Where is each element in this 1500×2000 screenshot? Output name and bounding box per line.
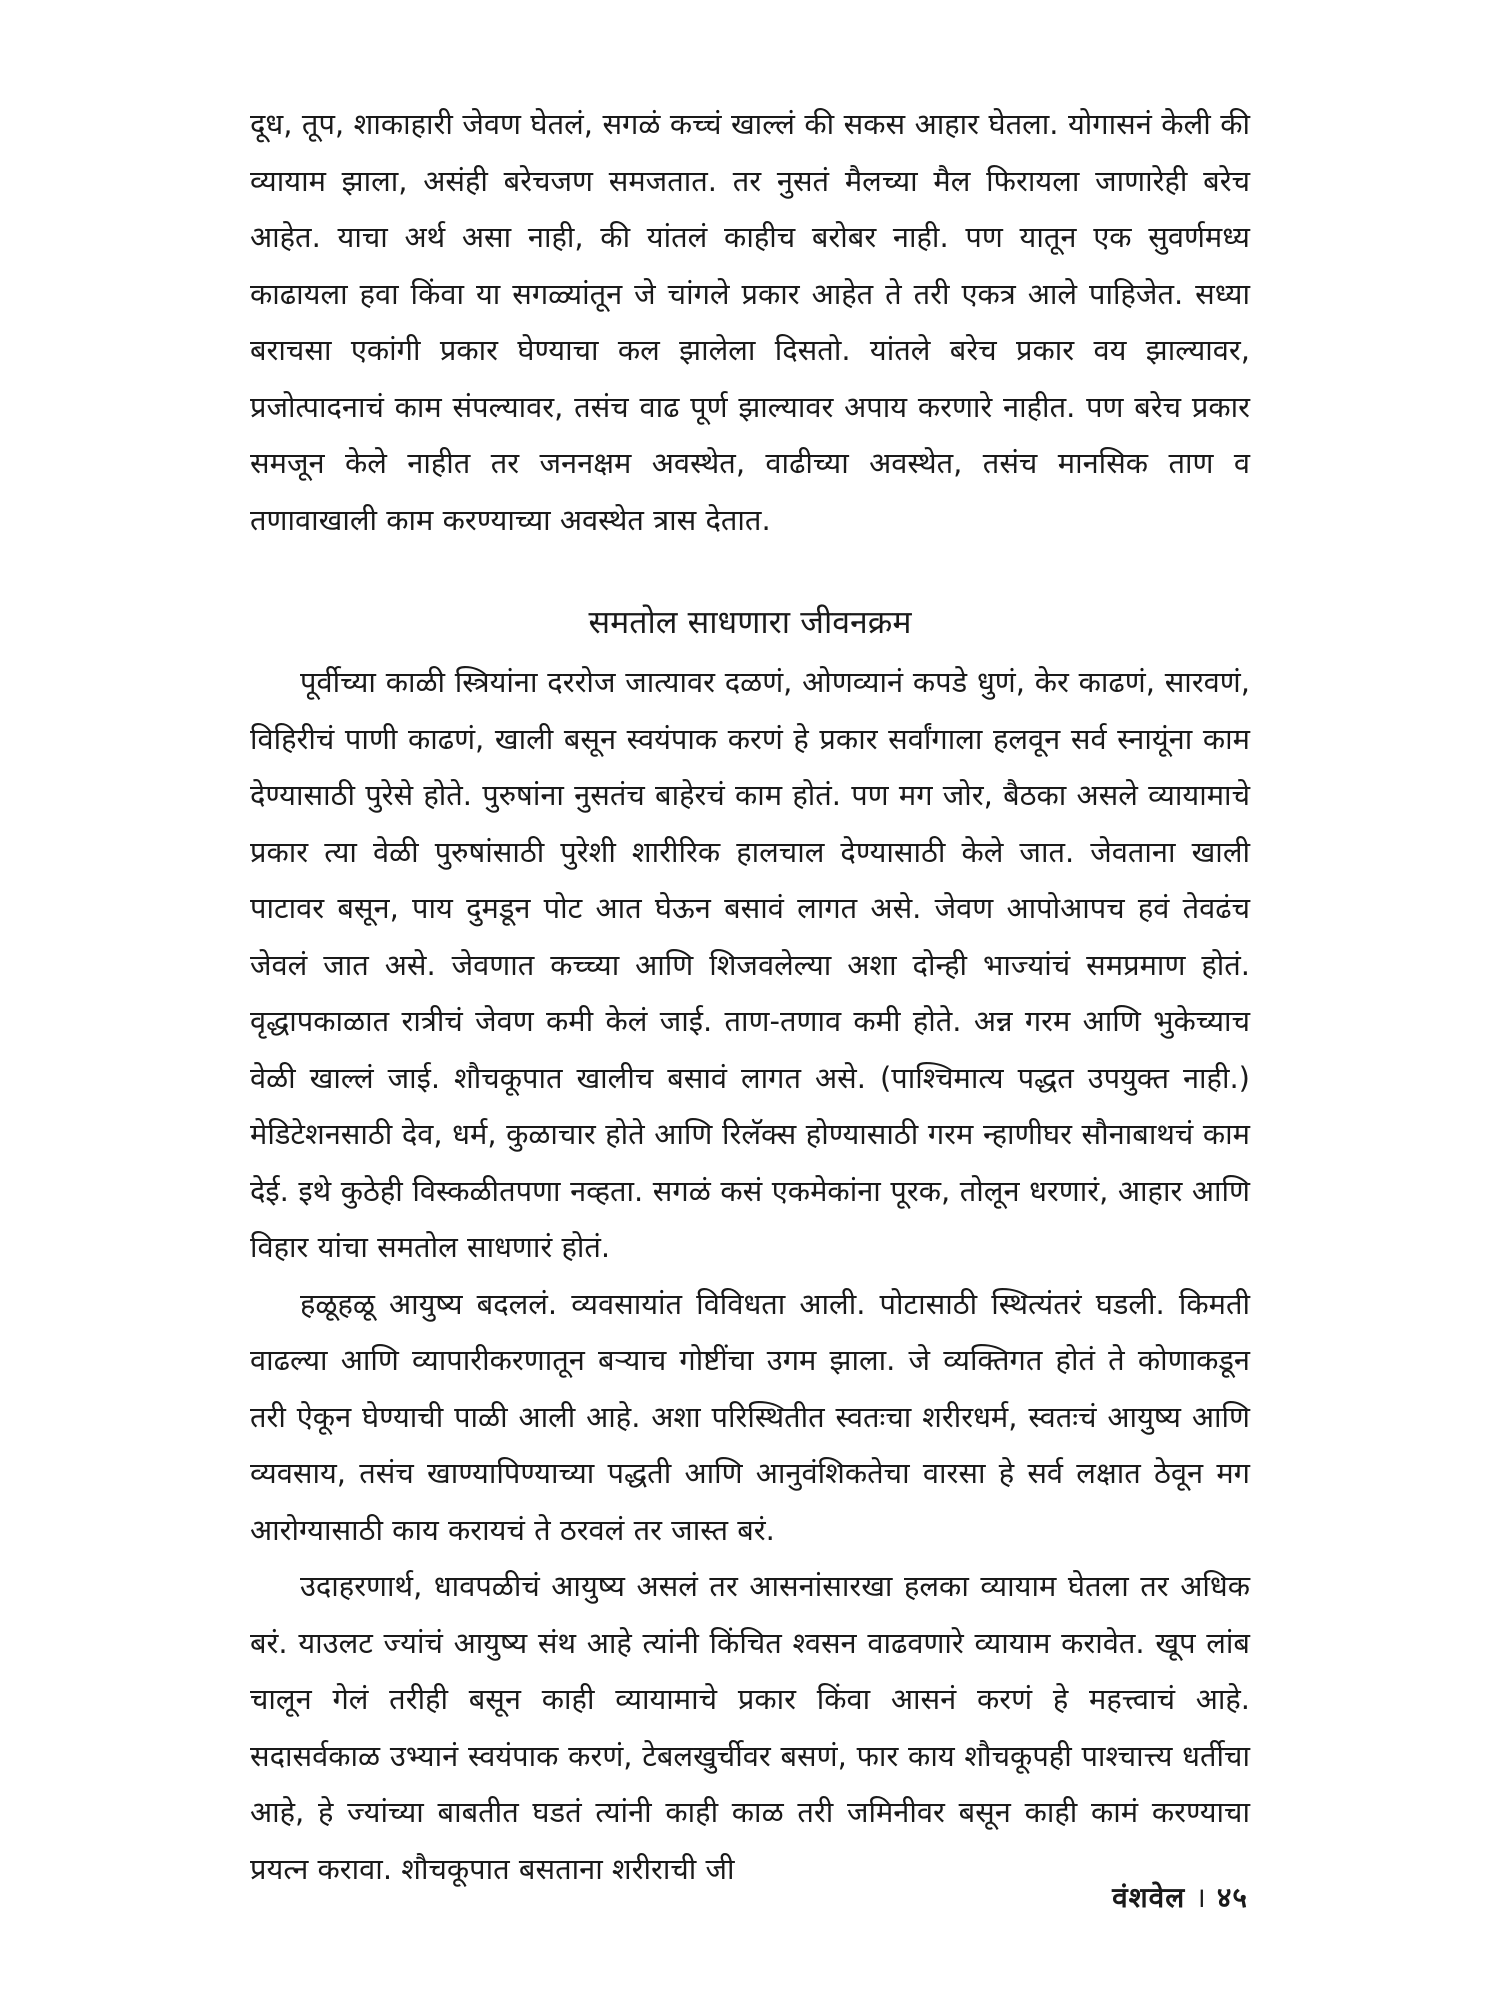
paragraph-section-1: पूर्वीच्या काळी स्त्रियांना दररोज जात्यावर दळणं, ओणव्यानं कपडे धुणं, केर काढणं, सारवणं, विहिरीचं पाणी काढणं, खाली बसून स्वयंपाक करणं हे प्रकार सर्वांगाला हलवून सर्व स्नायूंना काम देण्यासाठी पुरेसे होते. पुरुषांना नुसतंच बाहेरचं काम होतं. पण मग जोर, बैठका असले व्यायामाचे प्रकार त्या वेळी पुरुषांसाठी पुरेशी शारीरिक हालचाल देण्यासाठी केले जात. जेवताना खाली पाटावर बसून, पाय दुमडून पोट आत घेऊन बसावं लागत असे. जेवण आपोआपच हवं तेवढंच जेवलं जात असे. जेवणात कच्च्या आणि शिजवलेल्या अशा दोन्ही भाज्यांचं समप्रमाण होतं. वृद्धापकाळात रात्रीचं जेवण कमी केलं जाई. ताण-तणाव कमी होते. अन्न गरम आणि भुकेच्याच वेळी खाल्लं जाई. शौचकूपात खालीच बसावं लागत असे. (पाश्चिमात्य पद्धत उपयुक्त नाही.) मेडिटेशनसाठी देव, धर्म, कुळाचार होते आणि रिलॅक्स होण्यासाठी गरम न्हाणीघर सौनाबाथचं काम देई. इथे कुठेही विस्कळीतपणा नव्हता. सगळं कसं एकमेकांना पूरक, तोलून धरणारं, आहार आणि विहार यांचा समतोल साधणारं होतं. xyxy=(250,665,1250,1264)
section-heading: समतोल साधणारा जीवनक्रम xyxy=(588,603,912,641)
paragraph-section-2: हळूहळू आयुष्य बदललं. व्यवसायांत विविधता आली. पोटासाठी स्थित्यंतरं घडली. किमती वाढल्या आणि व्यापारीकरणातून बऱ्याच गोष्टींचा उगम झाला. जे व्यक्तिगत होतं ते कोणाकडून तरी ऐकून घेण्याची पाळी आली आहे. अशा परिस्थितीत स्वतःचा शरीरधर्म, स्वतःचं आयुष्य आणि व्यवसाय, तसंच खाण्यापिण्याच्या पद्धती आणि आनुवंशिकतेचा वारसा हे सर्व लक्षात ठेवून मग आरोग्यासाठी काय करायचं ते ठरवलं तर जास्त बरं. xyxy=(250,1286,1250,1547)
page-footer xyxy=(1112,1878,1248,1916)
text-column xyxy=(250,96,1250,1897)
book-title: वंशवेल xyxy=(1112,1881,1186,1914)
paragraph-section-3: उदाहरणार्थ, धावपळीचं आयुष्य असलं तर आसनांसारखा हलका व्यायाम घेतला तर अधिक बरं. याउलट ज्यांचं आयुष्य संथ आहे त्यांनी किंचित श्वसन वाढवणारे व्यायाम करावेत. खूप लांब चालून गेलं तरीही बसून काही व्यायामाचे प्रकार किंवा आसनं करणं हे महत्त्वाचं आहे. सदासर्वकाळ उभ्यानं स्वयंपाक करणं, टेबलखुर्चीवर बसणं, फार काय शौचकूपही पाश्चात्त्य धर्तीचा आहे, हे ज्यांच्या बाबतीत घडतं त्यांनी काही काळ तरी जमिनीवर बसून काही कामं करण्याचा प्रयत्न करावा. शौचकूपात बसताना शरीराची जी xyxy=(250,1569,1250,1886)
paragraph-intro: दूध, तूप, शाकाहारी जेवण घेतलं, सगळं कच्चं खाल्लं की सकस आहार घेतला. योगासनं केली की व्यायाम झाला, असंही बरेचजण समजतात. तर नुसतं मैलच्या मैल फिरायला जाणारेही बरेच आहेत. याचा अर्थ असा नाही, की यांतलं काहीच बरोबर नाही. पण यातून एक सुवर्णमध्य काढायला हवा किंवा या सगळ्यांतून जे चांगले प्रकार आहेत ते तरी एकत्र आले पाहिजेत. सध्या बराचसा एकांगी प्रकार घेण्याचा कल झालेला दिसतो. यांतले बरेच प्रकार वय झाल्यावर, प्रजोत्पादनाचं काम संपल्यावर, तसंच वाढ पूर्ण झाल्यावर अपाय करणारे नाहीत. पण बरेच प्रकार समजून केले नाहीत तर जननक्षम अवस्थेत, वाढीच्या अवस्थेत, तसंच मानसिक ताण व तणावाखाली काम करण्याच्या अवस्थेत त्रास देतात. xyxy=(250,107,1250,537)
footer-separator: । xyxy=(1195,1881,1207,1914)
page-number: ४५ xyxy=(1216,1881,1248,1914)
